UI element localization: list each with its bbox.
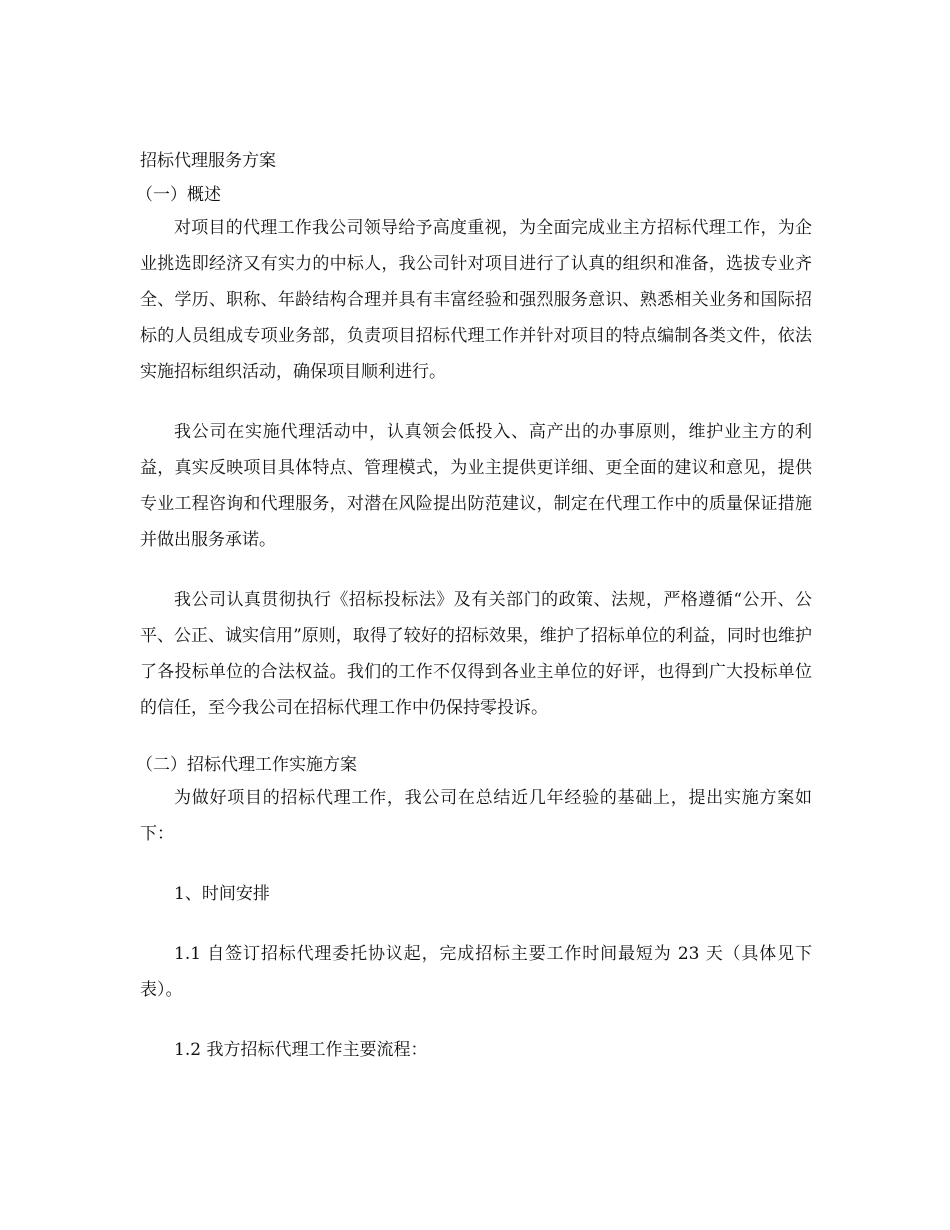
overview-paragraph-3: 我公司认真贯彻执行《招标投标法》及有关部门的政策、法规，严格遵循“公开、公平、公正、诚实信用”原则，取得了较好的招标效果，维护了招标单位的利益，同时也维护了各投标单位的合法权益。我们的工作不仅得到各业主单位的好评，也得到广大投标单位的信任，至今我公司在招标代理工作中仍保持零投诉。 [140, 590, 812, 718]
implementation-intro: 为做好项目的招标代理工作，我公司在总结近几年经验的基础上，提出实施方案如下： [140, 788, 812, 844]
section-heading-overview: （一）概述 [136, 185, 221, 205]
section-heading-implementation: （二）招标代理工作实施方案 [136, 755, 357, 775]
overview-paragraph-1: 对项目的代理工作我公司领导给予高度重视，为全面完成业主方招标代理工作，为企业挑选即经济又有实力的中标人，我公司针对项目进行了认真的组织和准备，选拔专业齐全、学历、职称、年龄结构合理并具有丰富经验和强烈服务意识、熟悉相关业务和国际招标的人员组成专项业务部，负责项目招标代理工作并针对项目的特点编制各类文件，依法实施招标组织活动，确保项目顺利进行。 [140, 218, 812, 382]
document-body [136, 146, 812, 1068]
item-1-1: 1.1 自签订招标代理委托协议起，完成招标主要工作时间最短为 23 天（具体见下表）。 [140, 944, 812, 1000]
item-1-2: 1.2 我方招标代理工作主要流程： [174, 1040, 428, 1060]
overview-paragraph-2: 我公司在实施代理活动中，认真领会低投入、高产出的办事原则，维护业主方的利益，真实反映项目具体特点、管理模式，为业主提供更详细、更全面的建议和意见，提供专业工程咨询和代理服务，对潜在风险提出防范建议，制定在代理工作中的质量保证措施并做出服务承诺。 [140, 422, 812, 550]
document-title: 招标代理服务方案 [140, 151, 276, 171]
item-time-arrangement: 1、时间安排 [174, 884, 270, 904]
